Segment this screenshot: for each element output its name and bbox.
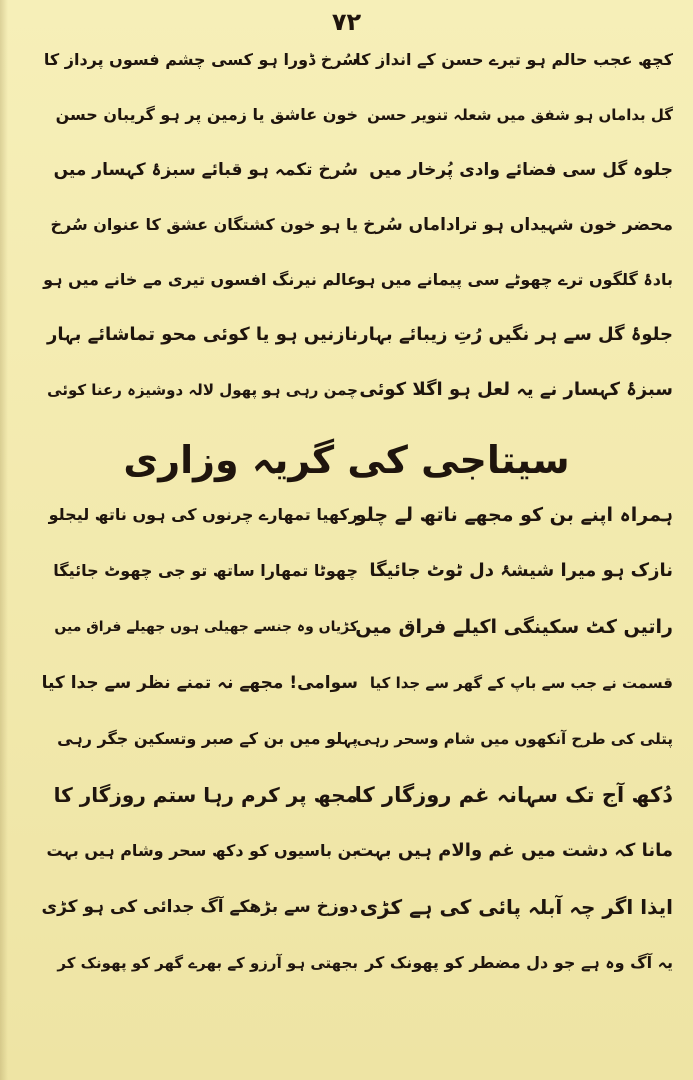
verse-line: جلوۂ گل سے ہر نگیں رُتِ زیبائے بہار [358, 324, 673, 345]
verse-line: نازنیں ہو یا کوئی محو تماشائے بہار [46, 324, 358, 345]
verse-line: دوزخ سے بڑھکے آگ جدائی کی ہو کڑی [41, 897, 358, 917]
verse-line: پہلو میں بن کے صبر وتسکین جگر رہی [57, 729, 358, 748]
verse-line: یا ہو خون کشتگان عشق کا عنوان سُرخ [50, 215, 358, 234]
section2-right-column [355, 495, 673, 995]
verse-line: سُرخ ڈورا ہو کسی چشم فسوں پرداز کا [43, 50, 358, 69]
verse-line: رکھیا تمھارے چرنوں کی ہوں ناتھ لیجلو [48, 505, 358, 524]
verse-line: کچھ عجب حالم ہو تیرے حسن کے انداز کا [355, 50, 673, 69]
verse-line: دُکھ آج تک سہانہ غم روزگار کا [355, 783, 673, 807]
verse-line: سبزۂ کہسار نے یہ لعل ہو اگلا کوئی [359, 379, 673, 400]
page-edge-shadow [0, 0, 8, 1080]
page-number: ۷۲ [331, 8, 362, 36]
verse-line: قسمت نے جب سے باپ کے گھر سے جدا کیا [369, 674, 673, 692]
verse-line: سُرخ تکمہ ہو قبائے سبزۂ کہسار میں [53, 160, 358, 180]
section2-left-column [40, 495, 358, 995]
verse-line: یہ آگ وہ ہے جو دل مضطر کو پھونک کر [365, 953, 673, 972]
section1-left-column [40, 40, 358, 420]
verse-line: ایذا اگر چہ آبلہ پائی کی ہے کڑی [359, 895, 673, 919]
verse-line: محضر خون شہیداں ہو تراداماں سُرخ [363, 215, 673, 235]
verse-line: بجھتی ہو آرزو کے بھرے گھر کو پھونک کر [57, 954, 358, 972]
verse-line: گل بداماں ہو شفق میں شعلہ تنویر حسن [367, 106, 673, 124]
verse-line: عالم نیرنگ افسوں تیری مے خانے میں ہو [43, 270, 358, 289]
verse-line: خون عاشق یا زمین پر ہو گریبان حسن [55, 105, 358, 124]
verse-line: بن باسیوں کو دکھ سحر وشام ہیں بہت [46, 841, 358, 860]
verse-line: جلوہ گل سی فضائے وادی پُرخار میں [369, 160, 673, 180]
verse-line: چھوٹا تمھارا ساتھ تو جی چھوٹ جائیگا [53, 561, 358, 580]
verse-line: بادۂ گلگوں ترے چھوٹے سی پیمانے میں ہو [355, 270, 673, 289]
verse-line: سوامی! مجھے نہ تمنے نظر سے جدا کیا [41, 673, 358, 693]
verse-line: کڑیاں وہ جنسے جھیلی ہوں جھیلے فراق میں [54, 619, 358, 635]
verse-line: نازک ہو میرا شیشۂ دل ٹوٹ جائیگا [369, 560, 673, 581]
verse-line: پتلی کی طرح آنکھوں میں شام وسحر رہی [356, 730, 673, 748]
verse-line: مانا کہ دشت میں غم والام ہیں بہت [355, 840, 673, 861]
section-heading: سیتاجی کی گریہ وزاری [123, 438, 570, 482]
verse-line: ہمراہ اپنے بن کو مجھے ناتھ لے چلو [355, 504, 673, 526]
verse-line: مجھ پر کرم رہا ستم روزگار کا [53, 783, 358, 807]
section1-right-column [355, 40, 673, 420]
verse-line: چمن رہی ہو پھول لالہ دوشیزہ رعنا کوئی [47, 381, 358, 399]
verse-line: راتیں کٹ سکینگی اکیلے فراق میں [355, 616, 673, 638]
